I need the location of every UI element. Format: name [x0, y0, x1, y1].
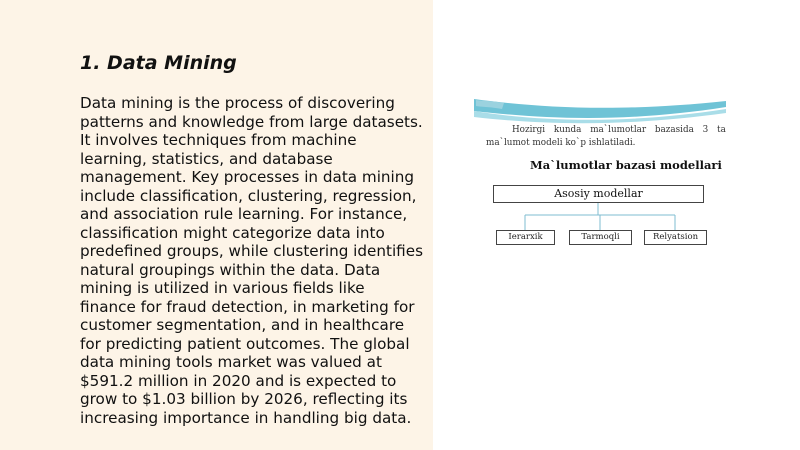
model-box-relyatsion: Relyatsion: [644, 230, 707, 245]
figure-intro-line-2: ma`lumot modeli ko`p ishlatiladi.: [486, 138, 636, 148]
root-model-box: Asosiy modellar: [493, 185, 704, 203]
section-heading: 1. Data Mining: [80, 52, 237, 74]
database-models-figure: [474, 97, 728, 257]
model-box-tarmoqli: Tarmoqli: [569, 230, 632, 245]
model-box-ierarxik: Ierarxik: [496, 230, 555, 245]
body-paragraph: Data mining is the process of discovering patterns and knowledge from large datasets. It involves techniques from machine learning, statistics, and database management. Key processes in data mining include classification, clustering, regression, and association rule learning. For instance, classification might categorize data into predefined groups, while clustering identifies natural groupings within the data. Data mining is utilized in various fields like finance for fraud detection, in marketing for customer segmentation, and in healthcare for predicting patient outcomes. The global data mining tools market was valued at $591.2 million in 2020 and is expected to grow to $1.03 billion by 2026, reflecting its increasing importance in handling big data.: [80, 94, 424, 427]
figure-intro-line-1: Hozirgi kunda ma`lumotlar bazasida 3 ta: [512, 125, 726, 135]
figure-title: Ma`lumotlar bazasi modellari: [530, 158, 722, 172]
